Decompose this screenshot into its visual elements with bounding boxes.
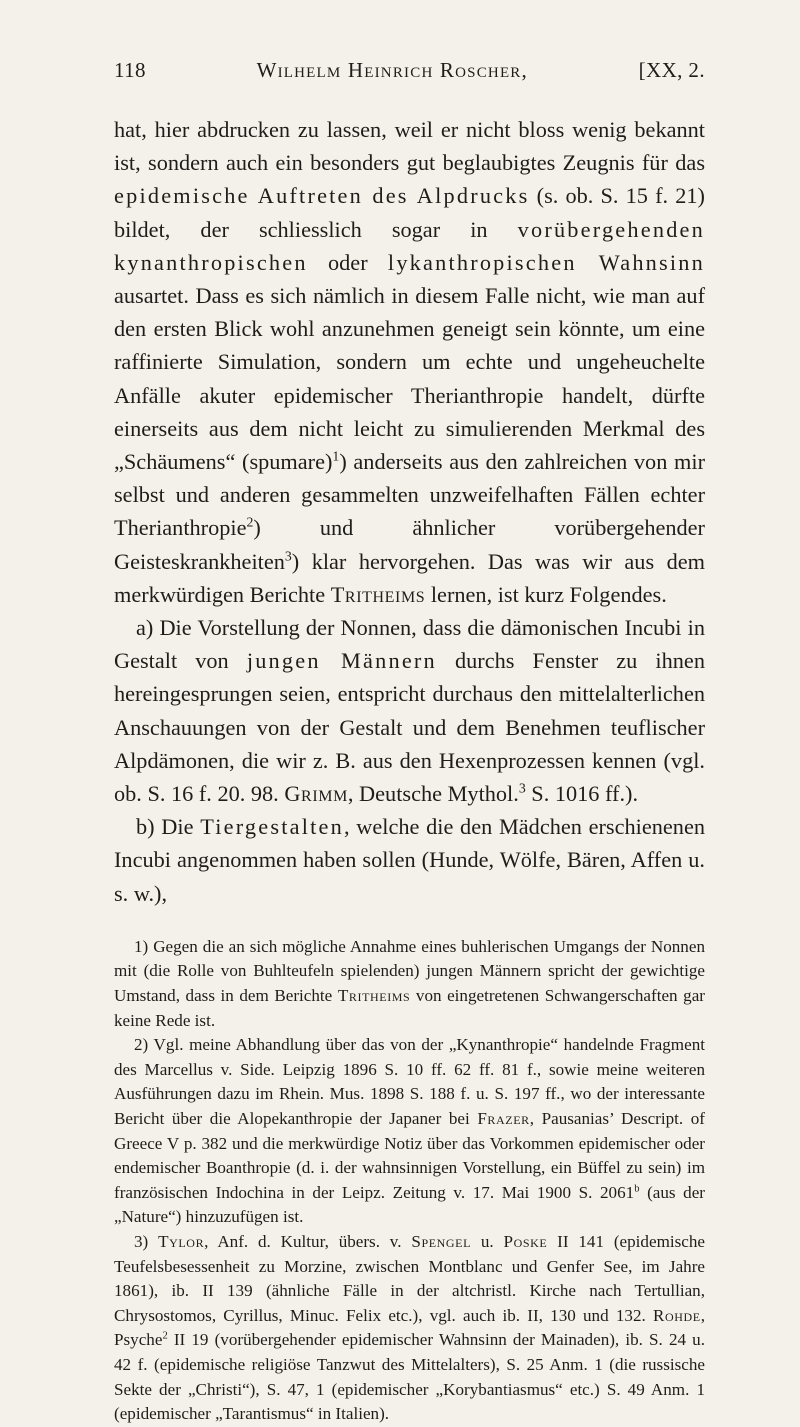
footnote-2	[114, 1033, 705, 1230]
text-run: 3)	[134, 1232, 159, 1251]
author-name: Tylor	[158, 1232, 205, 1251]
text-run: 1) Gegen die an sich mögliche Annahme eines buhlerischen Umgangs der Nonnen mit (die Rolle von Buhlteufeln spielenden) jungen Männern spricht der gewichtige Umstand, dass in dem Berichte	[114, 936, 705, 1006]
emphasis-text: jungen Männern	[246, 648, 437, 674]
footnotes	[114, 935, 705, 1427]
text-run: von eingetretenen Schwangerschaften gar keine Rede ist.	[114, 986, 705, 1030]
page-superscript: b	[634, 1183, 640, 1195]
text-run: , Pausanias’ Descript. of Greece V p. 382 und die merkwürdige Notiz über das Vorkommen epidemischer oder endemischer Boanthropie (d. i. der wahnsinnigen Vorstellung, ein Büffel zu sein) im französischen Indochina in der Leipz. Zeitung v. 17. Mai 1900 S. 2061	[114, 1109, 705, 1202]
main-text	[114, 113, 705, 910]
section-marker: [XX, 2.	[638, 58, 705, 82]
author-name: Spengel	[411, 1232, 472, 1251]
author-name: Tritheims	[330, 581, 426, 607]
text-run: durchs Fenster zu ihnen hereingesprungen seien, entspricht durchaus den mittelalterlichen Anschauungen von der Gestalt und dem Benehmen teuflischer Alpdämonen, die wir z. B. aus den Hexenprozessen kennen (vgl. ob. S. 16 f. 20. 98.	[114, 648, 705, 807]
emphasis-text: lykanthropischen Wahnsinn	[387, 249, 705, 275]
text-run: , Anf. d. Kultur, übers. v.	[204, 1232, 412, 1251]
author-name: Frazer	[477, 1109, 530, 1129]
text-run: II 141 (epidemische Teufelsbesessenheit zu Morzine, zwischen Montblanc und Genfer See, im Jahre 1861), ib. II 139 (ähnliche Fälle in der altchristl. Kirche nach Tertullian, Chrysostomos, Cyrillus, Minuc. Felix etc.), vgl. auch ib. II, 130 und 132.	[114, 1232, 705, 1325]
footnote-ref-1: 1	[332, 448, 340, 464]
edition-superscript: 2	[162, 1330, 168, 1342]
footnote-ref-2: 2	[246, 514, 254, 530]
text-run: II 19 (vorübergehender epidemischer Wahnsinn der Mainaden), ib. S. 24 u. 42 f. (epidemische religiöse Tanzwut des Mittelalters), S. 25 Anm. 1 (die russische Sekte der „Christi“), S. 47, 1 (epidemischer „Korybantiasmus“ etc.) S. 49 Anm. 1 (epidemischer „Tarantismus“ in Italien).	[114, 1330, 705, 1424]
author-name: Grimm	[284, 781, 348, 807]
text-run: , Deutsche Mythol.	[347, 781, 519, 807]
text-run: a) Die Vorstellung der Nonnen, dass die dämonischen Incubi in Gestalt von	[114, 615, 705, 674]
edition-superscript: 3	[518, 780, 526, 796]
text-run: hat, hier abdrucken zu lassen, weil er nicht bloss wenig bekannt ist, sondern auch ein besonders gut beglaubigtes Zeugnis für das	[114, 117, 705, 176]
emphasis-text: epidemische Auftreten des Alpdrucks	[114, 183, 530, 209]
text-run: (s. ob. S. 15 f. 21) bildet, der schliesslich sogar in	[114, 183, 705, 242]
author-name: Poske	[503, 1232, 548, 1251]
paragraph-3	[114, 810, 705, 910]
text-run: ) anderseits aus den zahlreichen von mir selbst und anderen gesammelten unzweifelhaften Fällen echter Therianthropie	[114, 449, 705, 541]
text-run: lernen, ist kurz Folgendes.	[425, 581, 667, 607]
paragraph-2	[114, 611, 705, 810]
text-run: S. 1016 ff.).	[525, 781, 639, 807]
text-run: , Psyche	[114, 1305, 705, 1350]
emphasis-text: vorübergehenden kynanthropischen	[114, 216, 705, 275]
author-name: Tritheims	[337, 986, 411, 1006]
text-run: u.	[471, 1232, 504, 1251]
text-run: ) klar hervorgehen. Das was wir aus dem merkwürdigen Berichte	[114, 548, 705, 607]
text-run: , welche die den Mädchen erschienenen Incubi angenommen haben sollen (Hunde, Wölfe, Bären, Affen u. s. w.),	[114, 814, 705, 906]
running-title: Wilhelm Heinrich Roscher,	[256, 58, 528, 82]
text-run: (aus der „Nature“) hinzuzufügen ist.	[114, 1182, 705, 1227]
text-run: oder	[307, 249, 388, 275]
page-number: 118	[114, 58, 146, 82]
footnote-3	[114, 1230, 705, 1427]
text-run: ) und ähnlicher vorübergehender Geisteskrankheiten	[114, 515, 705, 574]
text-run: 2) Vgl. meine Abhandlung über das von der „Kynanthropie“ handelnde Fragment des Marcellus v. Side. Leipzig 1896 S. 10 ff. 62 ff. 81 f., sowie meine weiteren Ausführungen dazu im Rhein. Mus. 1898 S. 188 f. u. S. 197 ff., wo der interessante Bericht über die Alopekanthropie der Japaner bei	[114, 1035, 705, 1129]
footnote-1	[114, 935, 705, 1033]
running-head	[114, 58, 705, 83]
author-name: Rohde	[652, 1305, 701, 1325]
paragraph-1	[114, 113, 705, 611]
text-run: ausartet. Dass es sich nämlich in diesem Falle nicht, wie man auf den ersten Blick wohl anzunehmen geneigt sein könnte, um eine raffinierte Simulation, sondern um echte und ungeheuchelte Anfälle akuter epidemischer Therianthropie handelt, dürfte einerseits aus dem nicht leicht zu simulierenden Merkmal des „Schäumens“ (spumare)	[114, 283, 705, 475]
emphasis-text: Tiergestalten	[200, 814, 344, 840]
footnote-ref-3: 3	[284, 548, 292, 564]
text-run: b) Die	[136, 814, 201, 840]
